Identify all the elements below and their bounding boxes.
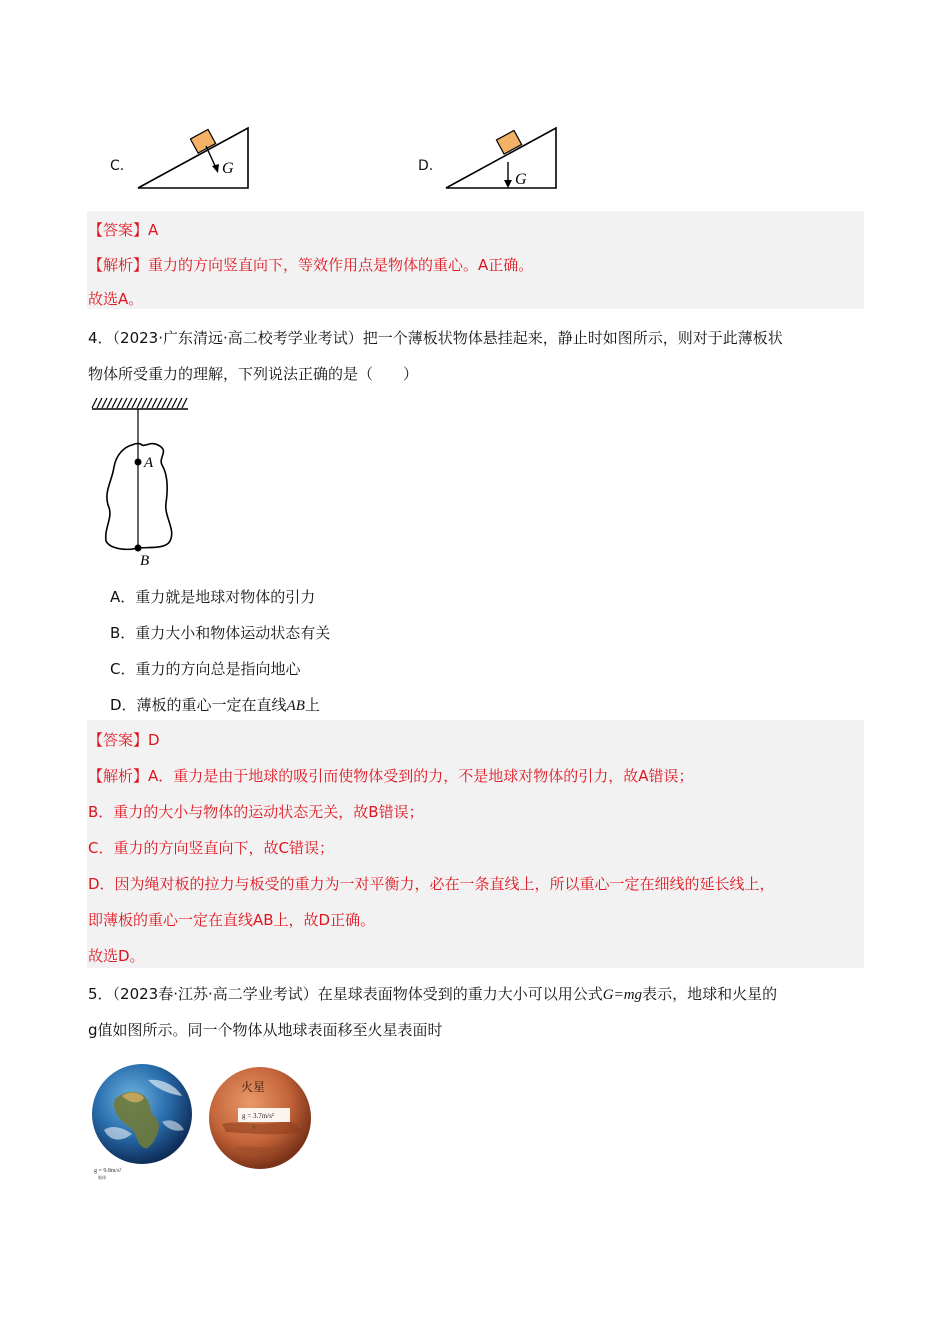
analysis-q4-line3: C．重力的方向竖直向下，故C错误； [88, 839, 334, 857]
hanging-plate-figure [88, 395, 193, 570]
option-d-label: D. [418, 158, 434, 174]
gravity-label-d: G [515, 171, 527, 188]
q5-stem-prefix: 5．（2023春·江苏·高二学业考试）在星球表面物体受到的重力大小可以用公式 [88, 985, 603, 1003]
mars-small-label: 火 [252, 1124, 256, 1129]
option-c-label: C. [110, 158, 125, 174]
planets-figure [86, 1060, 326, 1185]
q4-option-b: B．重力大小和物体运动状态有关 [110, 624, 331, 642]
incline-figure-c [130, 120, 260, 192]
conclusion-q3: 故选A。 [88, 290, 144, 308]
q4-stem-line2: 物体所受重力的理解，下列说法正确的是（ ） [88, 365, 419, 383]
mars-title: 火星 [241, 1080, 266, 1094]
incline-figure-d [438, 120, 568, 192]
q4-option-c: C．重力的方向总是指向地心 [110, 660, 301, 678]
q5-stem-formula: G=mg [602, 987, 643, 1003]
point-b-label: B [140, 553, 150, 569]
gravity-label-c: G [222, 160, 234, 177]
earth-name-label: 地球 [98, 1175, 106, 1180]
analysis-q4-line1: 【解析】A．重力是由于地球的吸引而使物体受到的力，不是地球对物体的引力，故A错误； [88, 767, 694, 785]
q4-option-d-var: AB [286, 698, 305, 714]
conclusion-q4: 故选D。 [88, 947, 145, 965]
q4-option-d [110, 694, 320, 715]
point-a-label: A [144, 455, 154, 471]
answer-q3: 【答案】A [88, 221, 159, 239]
q4-option-a: A．重力就是地球对物体的引力 [110, 588, 316, 606]
q5-stem-line2: g值如图所示。同一个物体从地球表面移至火星表面时 [88, 1021, 443, 1039]
analysis-q3: 【解析】重力的方向竖直向下，等效作用点是物体的重心。A正确。 [88, 256, 534, 274]
analysis-q4-line4: D．因为绳对板的拉力与板受的重力为一对平衡力，必在一条直线上，所以重心一定在细线的延长线上， [88, 875, 775, 893]
analysis-q4-line2: B．重力的大小与物体的运动状态无关，故B错误； [88, 803, 424, 821]
earth-g-label: g = 9.8m/s² [94, 1168, 122, 1174]
q4-option-d-prefix: D．薄板的重心一定在直线 [110, 696, 287, 714]
q5-stem-line1 [88, 983, 777, 1004]
earth-image [92, 1064, 192, 1164]
answer-q4: 【答案】D [88, 731, 160, 749]
mars-g-label: g = 3.7m/s² [242, 1112, 274, 1120]
q4-stem-line1: 4．（2023·广东清远·高二校考学业考试）把一个薄板状物体悬挂起来，静止时如图所示，则对于此薄板状 [88, 329, 783, 347]
analysis-q4-line5: 即薄板的重心一定在直线AB上，故D正确。 [88, 911, 376, 929]
q5-stem-suffix: 表示，地球和火星的 [642, 985, 778, 1003]
q4-option-d-suffix: 上 [304, 696, 320, 714]
